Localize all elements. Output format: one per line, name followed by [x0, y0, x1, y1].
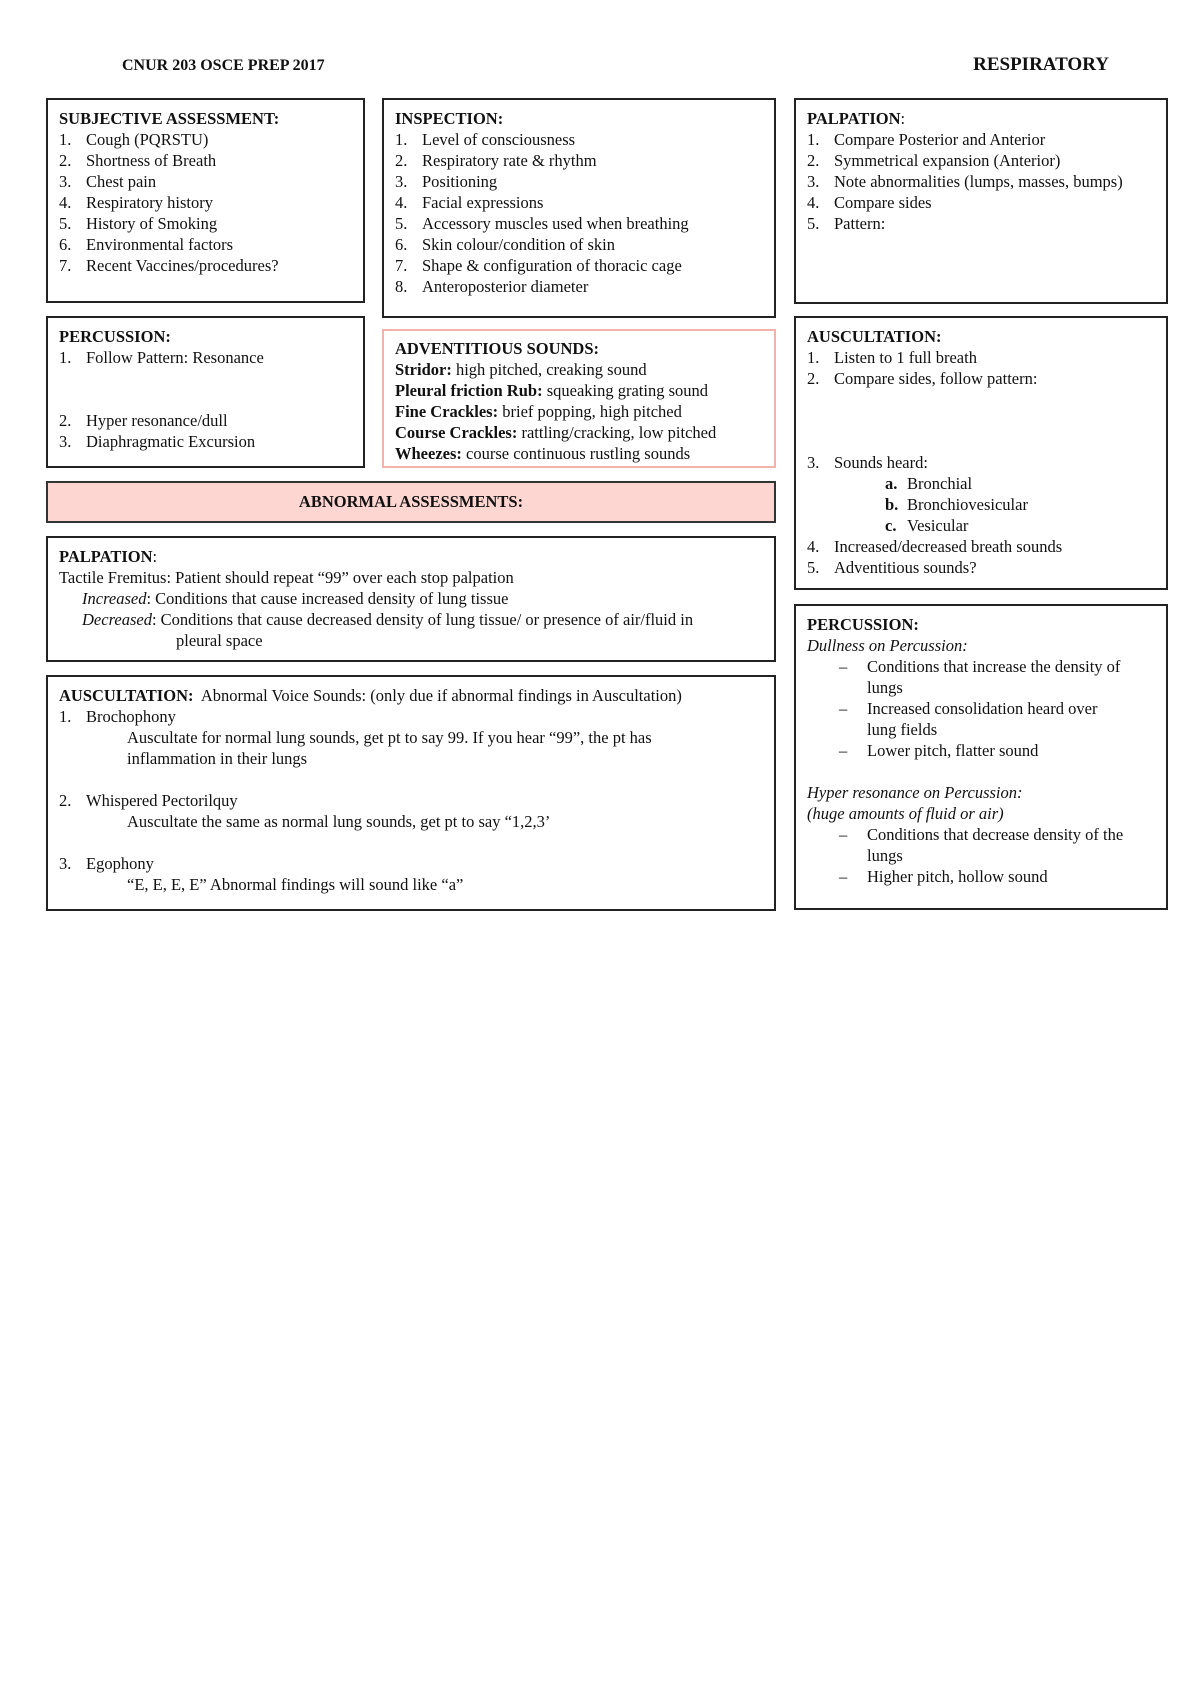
- adventitious-sound-item: Course Crackles: rattling/cracking, low pitched: [395, 423, 717, 442]
- abnormal-auscultation-title: AUSCULTATION: Abnormal Voice Sounds: (only due if abnormal findings in Auscultation): [59, 686, 682, 705]
- auscultation-item: 4. Increased/decreased breath sounds: [807, 537, 1063, 556]
- inspection-item: 5. Accessory muscles used when breathing: [395, 214, 689, 233]
- document-title: CNUR 203 OSCE PREP 2017: [122, 57, 325, 74]
- subjective-title: SUBJECTIVE ASSESSMENT:: [59, 109, 280, 128]
- inspection-item: 6. Skin colour/condition of skin: [395, 235, 615, 254]
- hyper-resonance-sub: (huge amounts of fluid or air): [807, 804, 1004, 823]
- dullness-item: – Increased consolidation heard over lung fields: [839, 699, 1098, 739]
- hyper-resonance-item: – Higher pitch, hollow sound: [839, 867, 1048, 886]
- decreased-text: Decreased: Conditions that cause decreased density of lung tissue/ or presence of air/fluid in: [82, 610, 694, 629]
- auscultation-item: 2. Compare sides, follow pattern:: [807, 369, 1038, 388]
- subjective-item: 2. Shortness of Breath: [59, 151, 217, 170]
- tactile-fremitus-text: Tactile Fremitus: Patient should repeat “99” over each stop palpation: [59, 568, 514, 587]
- adventitious-sound-item: Pleural friction Rub: squeaking grating sound: [395, 381, 709, 400]
- percussion-item: 3. Diaphragmatic Excursion: [59, 432, 256, 451]
- inspection-title: INSPECTION:: [395, 109, 504, 128]
- dullness-item: – Conditions that increase the density of lungs: [839, 657, 1121, 697]
- dullness-item: – Lower pitch, flatter sound: [839, 741, 1039, 760]
- inspection-item: 3. Positioning: [395, 172, 498, 191]
- dullness-title: Dullness on Percussion:: [807, 636, 968, 655]
- percussion-item: 1. Follow Pattern: Resonance: [59, 348, 264, 367]
- subjective-item: 6. Environmental factors: [59, 235, 234, 254]
- subjective-item: 3. Chest pain: [59, 172, 157, 191]
- adventitious-sound-item: Fine Crackles: brief popping, high pitched: [395, 402, 682, 421]
- subjective-item: 4. Respiratory history: [59, 193, 213, 212]
- voice-sound-item: 1. Brochophony: [59, 707, 176, 726]
- inspection-item: 8. Anteroposterior diameter: [395, 277, 589, 296]
- adventitious-title: ADVENTITIOUS SOUNDS:: [395, 339, 600, 358]
- inspection-item: 2. Respiratory rate & rhythm: [395, 151, 597, 170]
- palpation-item: 5. Pattern:: [807, 214, 886, 233]
- abnormal-palpation-box: [46, 536, 776, 662]
- abnormal-percussion-title: PERCUSSION:: [807, 615, 919, 634]
- breath-sound-item: a. Bronchial: [885, 474, 973, 493]
- subjective-item: 1. Cough (PQRSTU): [59, 130, 209, 149]
- percussion-title: PERCUSSION:: [59, 327, 171, 346]
- abnormal-auscultation-box: [46, 675, 776, 911]
- inspection-box: [382, 98, 776, 318]
- subjective-item: 5. History of Smoking: [59, 214, 218, 233]
- palpation-item: 2. Symmetrical expansion (Anterior): [807, 151, 1061, 170]
- breath-sound-item: c. Vesicular: [885, 516, 969, 535]
- auscultation-title: AUSCULTATION:: [807, 327, 942, 346]
- voice-sound-desc: “E, E, E, E” Abnormal findings will sound like “a”: [127, 875, 464, 894]
- voice-sound-desc: inflammation in their lungs: [127, 749, 308, 768]
- palpation-item: 3. Note abnormalities (lumps, masses, bumps): [807, 172, 1123, 191]
- inspection-item: 7. Shape & configuration of thoracic cage: [395, 256, 682, 275]
- voice-sound-desc: Auscultate the same as normal lung sounds, get pt to say “1,2,3’: [127, 812, 551, 831]
- adventitious-sound-item: Wheezes: course continuous rustling sounds: [395, 444, 691, 463]
- subjective-assessment-box: [46, 98, 365, 303]
- abnormal-assessments-banner: ABNORMAL ASSESSMENTS:: [46, 481, 776, 523]
- inspection-item: 1. Level of consciousness: [395, 130, 576, 149]
- voice-sound-item: 2. Whispered Pectorilquy: [59, 791, 238, 810]
- auscultation-box: [794, 316, 1168, 590]
- palpation-title: PALPATION:: [807, 109, 906, 128]
- percussion-box: [46, 316, 365, 468]
- voice-sound-desc: Auscultate for normal lung sounds, get pt to say 99. If you hear “99”, the pt has: [127, 728, 652, 747]
- abnormal-palpation-title: PALPATION:: [59, 547, 158, 566]
- breath-sound-item: b. Bronchiovesicular: [885, 495, 1028, 514]
- percussion-item: 2. Hyper resonance/dull: [59, 411, 228, 430]
- section-title: RESPIRATORY: [973, 54, 1109, 75]
- subjective-item: 7. Recent Vaccines/procedures?: [59, 256, 279, 275]
- auscultation-item: 5. Adventitious sounds?: [807, 558, 977, 577]
- voice-sound-item: 3. Egophony: [59, 854, 154, 873]
- palpation-box: [794, 98, 1168, 304]
- increased-text: Increased: Conditions that cause increased density of lung tissue: [82, 589, 509, 608]
- decreased-text-cont: pleural space: [176, 631, 263, 650]
- adventitious-sounds-box: [382, 329, 776, 468]
- palpation-item: 1. Compare Posterior and Anterior: [807, 130, 1046, 149]
- auscultation-item: 3. Sounds heard:: [807, 453, 928, 472]
- palpation-item: 4. Compare sides: [807, 193, 932, 212]
- abnormal-percussion-box: [794, 604, 1168, 910]
- auscultation-item: 1. Listen to 1 full breath: [807, 348, 977, 367]
- hyper-resonance-title: Hyper resonance on Percussion:: [807, 783, 1023, 802]
- adventitious-sound-item: Stridor: high pitched, creaking sound: [395, 360, 647, 379]
- hyper-resonance-item: – Conditions that decrease density of the lungs: [839, 825, 1124, 865]
- inspection-item: 4. Facial expressions: [395, 193, 544, 212]
